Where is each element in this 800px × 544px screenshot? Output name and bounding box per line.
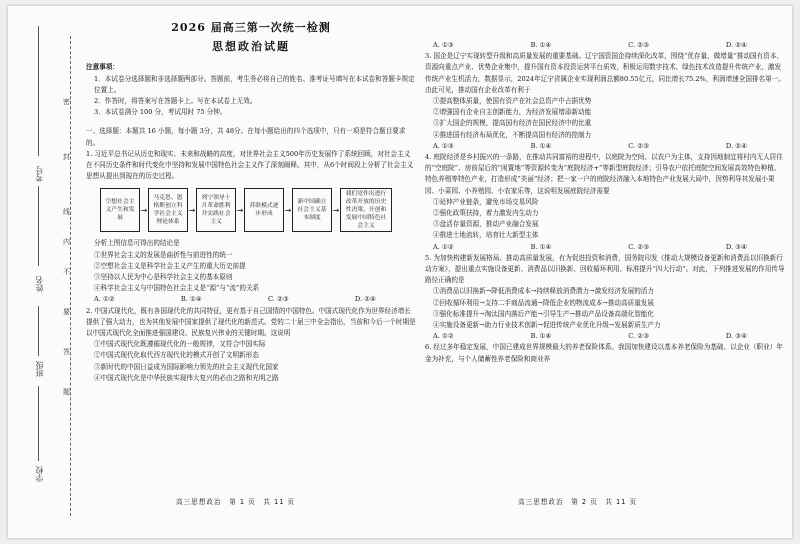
notes-heading: 注意事项： bbox=[86, 63, 119, 72]
flow-step: 我们党作出进行改革开放的历史性决策，开创和发展中国特色社会主义 bbox=[340, 188, 392, 232]
option-statement: ③强化标准提升→淘汰国内落后产能→引导生产→推动产品设备高端化智能化 bbox=[433, 309, 654, 318]
seal-char: 题 bbox=[63, 388, 70, 396]
choice-a: A. ①③ bbox=[433, 41, 454, 49]
option-statement: ②强化政策扶持，着力激发内生动力 bbox=[433, 209, 539, 218]
option-statement: ②回收循环利用→支持二手商品流通→降低企业的物流成本→推动高质量发展 bbox=[433, 298, 654, 307]
question-6-stem: 6. 经过多年稳定发展，中国已建成世界规模最大的养老保险体系。我国加快建设以基本养老保险为基础、以企业（职业）年金为补充，与个人储蓄性养老保险和商业养 bbox=[425, 343, 783, 363]
choice-a: A. ①② bbox=[433, 332, 454, 341]
answer-choices bbox=[425, 141, 787, 152]
option-statement: ①世界社会主义的发展是曲折性与前进性的统一 bbox=[94, 250, 233, 259]
arrow-right-icon: → bbox=[332, 205, 340, 215]
question-5-stem: 5. 为加快构建新发展格局、推动高质量发展，有为促进投资和消费，国务院印发《推动大规模设备更新和消费品以旧换新行动方案》，提出重点实施设备更新、消费品以旧换新、回收循环利用、标准提升“四大行动”。对此，下列推进发展的作用传导路径正确的是 bbox=[425, 253, 785, 285]
option-statement: ③盘活存量资源，推动产业融合发展 bbox=[433, 220, 539, 229]
question-prompt: 分析上图信息可得出的结论是 bbox=[94, 239, 180, 248]
answer-choices bbox=[425, 40, 787, 51]
option-statement: ②空想社会主义是科学社会主义产生的重大历史前提 bbox=[94, 261, 246, 270]
answer-choices bbox=[86, 294, 416, 305]
option-statement: ①中国式现代化既遵循现代化的一般规律，又符合中国实际 bbox=[94, 340, 266, 349]
choice-a: A. ①② bbox=[433, 242, 454, 251]
name-line bbox=[38, 186, 39, 266]
exam-number-label: 考号 bbox=[35, 166, 44, 182]
choice-b: B. ①④ bbox=[180, 295, 202, 304]
flow-step: 空想社会主义产生和发展 bbox=[100, 188, 140, 232]
choice-c: C. ②③ bbox=[628, 141, 650, 150]
choice-a: A. ①③ bbox=[433, 141, 454, 150]
arrow-right-icon: → bbox=[188, 205, 196, 215]
school-label: 学校 bbox=[35, 466, 44, 482]
question-3-stem: 3. 国企是辽宁实现转型升级和高质量发展的重要基础。辽宁国资国企持续深化改革，围绕“优存量、做增量”推动国有资本、资源向重点产业、优势企业集中，提升国有资本投资运营平台质效，积极运用数字技术、绿色技术改造提升传统产业，激发传统产业生机活力，数据显示，2024年辽宁省属企业实现利润总额80.55亿元，同比增长75.2%，利润增速全国排名第一。由此可见，推动国有企业改革有利于 bbox=[425, 52, 785, 94]
option-statement: ③扩大国企的规模，提高国有经济在国民经济中的比重 bbox=[433, 119, 592, 128]
option-statement: ④科学社会主义与中国特色社会主义是“源”与“流”的关系 bbox=[94, 284, 260, 293]
left-page bbox=[86, 10, 416, 384]
q1-flowchart bbox=[100, 188, 416, 232]
choice-c: C. ②③ bbox=[628, 332, 650, 341]
page-footer-left: 高三思想政治 第 1 页 共 11 页 bbox=[176, 498, 296, 506]
choice-d: D. ③④ bbox=[725, 332, 747, 341]
answer-choices bbox=[425, 242, 787, 253]
arrow-right-icon: → bbox=[284, 205, 292, 215]
seal-char: 线 bbox=[63, 208, 70, 216]
option-statement: ④推进土地流转，培育壮大新型主体 bbox=[433, 231, 539, 240]
option-statement: ③新时代的中国日益成为国际影响力领先的社会主义现代化国家 bbox=[94, 362, 279, 371]
choice-b: B. ①④ bbox=[530, 41, 552, 49]
choice-c: C. ②③ bbox=[628, 242, 650, 251]
choice-d: D. ③④ bbox=[725, 242, 747, 251]
option-statement: ④推进国有经济布局优化，不断提高国有经济的控制力 bbox=[433, 130, 592, 139]
exam-title: 2026 届高三第一次统一检测 bbox=[171, 21, 331, 34]
choice-c: C. ②③ bbox=[628, 41, 650, 49]
answer-choices bbox=[425, 331, 787, 342]
school-line bbox=[38, 386, 39, 461]
class-line bbox=[38, 306, 39, 356]
class-label: 班级 bbox=[35, 361, 44, 377]
arrow-right-icon: → bbox=[140, 205, 148, 215]
flow-step: 苏联模式逐步形成 bbox=[244, 188, 284, 232]
page-footer-right: 高三思想政治 第 2 页 共 11 页 bbox=[518, 498, 638, 506]
seal-char: 封 bbox=[63, 153, 70, 161]
name-label: 姓名 bbox=[35, 276, 44, 292]
choice-d: D. ②④ bbox=[725, 41, 747, 49]
exam-subject: 思想政治试题 bbox=[212, 40, 290, 54]
option-statement: ①延伸产业链条，避免市场交易风险 bbox=[433, 197, 539, 206]
binding-margin bbox=[8, 6, 86, 538]
option-statement: ④中国式现代化是中华民族实现伟大复兴的必由之路和光明之路 bbox=[94, 373, 279, 382]
option-statement: ②中国式现代化取代西方现代化的模式开创了文明新形态 bbox=[94, 351, 259, 360]
choice-d: D. ②④ bbox=[725, 141, 747, 150]
option-statement: ③坚持以人民为中心是科学社会主义的基本原则 bbox=[94, 273, 233, 282]
option-statement: ①消费品以旧换新→降低消费成本→持续释放消费潜力→激发经济发展的活力 bbox=[433, 287, 654, 296]
seal-dashed-line bbox=[70, 36, 71, 516]
option-statement: ①提高整体质量，使国有资产在社会总资产中占据优势 bbox=[433, 97, 592, 106]
section-heading: 一、选择题：本题共 16 小题，每小题 3分，共 48分。在每小题给出的四个选项中，只有一项是符合题目要求的。 bbox=[86, 127, 406, 147]
seal-char: 要 bbox=[63, 308, 70, 316]
flow-step: 列宁领导十月革命胜利并实践社会主义 bbox=[196, 188, 236, 232]
choice-b: B. ①④ bbox=[530, 242, 552, 251]
seal-char: 答 bbox=[63, 348, 70, 356]
arrow-right-icon: → bbox=[236, 205, 244, 215]
question-2-stem: 2. 中国式现代化，既有各国现代化的共同特征，更有基于自己国情的中国特色。中国式现代化作为世界经济增长提供了强大动力，也为其他发展中国家提供了现代化的新范式。党的二十届三中全会指出，当前和今后一个时期是以中国式现代化全面推进强国建设、民族复兴伟业的关键时期。这说明 bbox=[86, 306, 416, 338]
question-4-stem: 4. 庭院经济是乡村振兴的一条路，在推动共同富裕的进程中，以庭院为空间、以农户为主体，支持因地制宜将村内无人居住的“空庭院”、房前屋后的“闲置地”等资源转变为“庭院经济+”等新型庭院经济；引导农户依托庭院空间发展高效特色种植、特色养殖等特色产业，打造形成“美丽”经济；把一家一户的庭院经济融入本地特色产业发展大局中，因势利导其发展小果园、小菜园、小养殖园、小农家乐等，这说明发展庭院经济需要 bbox=[425, 153, 783, 195]
note-item: 2．作答时，将答案写在答题卡上。写在本试卷上无效。 bbox=[94, 97, 257, 106]
seal-char: 密 bbox=[63, 98, 70, 106]
choice-a: A. ①② bbox=[94, 295, 115, 304]
choice-b: B. ①④ bbox=[530, 141, 552, 150]
note-item: 3．本试卷满分 100 分，考试用时 75 分钟。 bbox=[94, 108, 227, 117]
right-page bbox=[425, 10, 787, 365]
question-1-stem: 1. 习近平总书记从历史和现实、未来和战略的高度，对世界社会主义500年历史发展作了系统回顾，对社会主义在不同历史条件和时代变化中坚持和发展中国特色社会主义作了深刻阐释。其中，从6个时间段上分析了社会主义思想从提出到现在的历史过程。 bbox=[86, 149, 414, 181]
choice-c: C. ②③ bbox=[267, 295, 289, 304]
exam-number-line bbox=[38, 26, 39, 156]
seal-char: 内 bbox=[63, 238, 70, 246]
choice-d: D. ②④ bbox=[354, 295, 376, 304]
seal-char: 不 bbox=[63, 268, 70, 276]
option-statement: ②增强国有企业自主创新能力，为经济发展增添新动能 bbox=[433, 108, 592, 117]
option-statement: ④实施设备更新→助力行业技术创新→促进传统产业优化升级→发展新质生产力 bbox=[433, 321, 661, 330]
flow-step: 马克思、恩格斯创立科学社会主义理论体系 bbox=[148, 188, 188, 232]
flow-step: 新中国确立社会主义基本制度 bbox=[292, 188, 332, 232]
note-item: 1．本试卷分选择题和非选择题两部分。答题前，考生务必将自己的姓名、准考证号填写在本试卷和答题卡规定位置上。 bbox=[94, 74, 415, 94]
choice-b: B. ①④ bbox=[530, 332, 552, 341]
